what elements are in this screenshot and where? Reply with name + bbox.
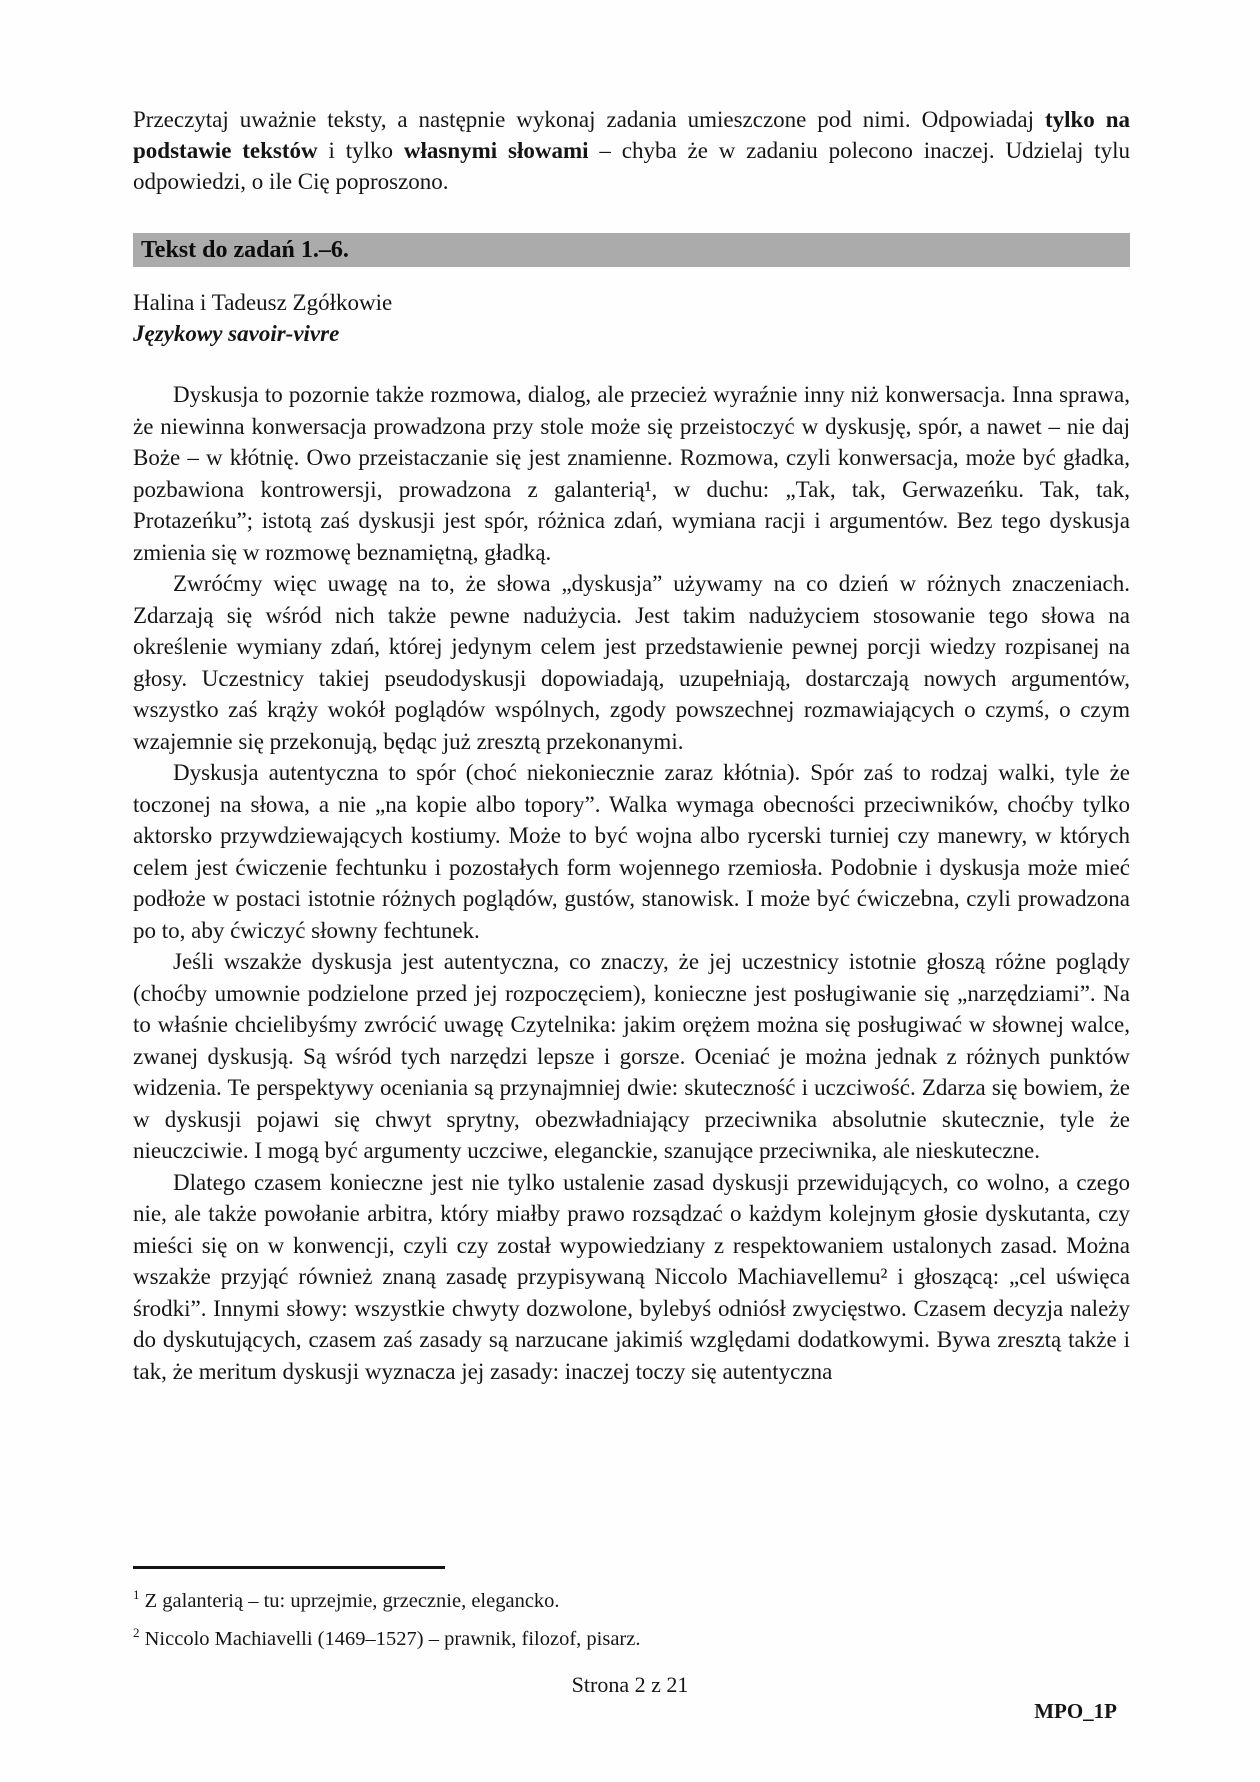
instructions-text-3: – chyba że w zadaniu polecono inaczej. Udzielaj tylu odpowiedzi, o ile Cię poproszono.	[133, 138, 1131, 194]
footnote-2-marker: 2	[133, 1624, 140, 1640]
body-paragraph-2: Zwróćmy więc uwagę na to, że słowa „dyskusja” używamy na co dzień w różnych znaczeniach. Zdarzają się wśród nich także pewne nadużycia. Jest takim nadużyciem stosowanie tego słowa na określenie wymiany zdań, której jedynym celem jest przedstawienie pewnej porcji wiedzy rozpisanej na głosy. Uczestnicy takiej pseudodyskusji dopowiadają, uzupełniają, dostarczają nowych argumentów, wszystko zaś krąży wokół poglądów wspólnych, zgody powszechnej rozmawiających o czymś, o czym wzajemnie się przekonują, będąc już zresztą przekonanymi.	[133, 571, 1130, 754]
footnote-separator	[133, 1566, 445, 1569]
instructions-text-1: Przeczytaj uważnie teksty, a następnie wykonaj zadania umieszczone pod nimi. Odpowiadaj	[133, 107, 1045, 132]
page-number: Strona 2 z 21	[571, 1672, 689, 1697]
instructions-bold-1: tylko na podstawie tekstów	[133, 107, 1130, 163]
footnote-1-marker: 1	[133, 1587, 140, 1602]
body-paragraph-3: Dyskusja autentyczna to spór (choć niekoniecznie zaraz kłótnia). Spór zaś to rodzaj walki, tyle że toczonej na słowa, a nie „na kopie albo topory”. Walka wymaga obecności przeciwników, choćby tylko aktorsko przywdziewających kostiumy. Może to być wojna albo rycerski turniej czy manewry, w których celem jest ćwiczenie fechtunku i pozostałych form wojennego rzemiosła. Podobnie i dyskusja może mieć podłoże w postaci istotnie różnych poglądów, gustów, stanowisk. I może być ćwiczebna, czyli prowadzona po to, aby ćwiczyć słowny fechtunek.	[133, 760, 1130, 943]
body-paragraph-1: Dyskusja to pozornie także rozmowa, dialog, ale przecież wyraźnie inny niż konwersacja. Inna sprawa, że niewinna konwersacja prowadzona przy stole może się przeistoczyć w dyskusję, spór, a nawet – nie daj Boże – w kłótnię. Owo przeistaczanie się jest znamienne. Rozmowa, czyli konwersacja, może być gładka, pozbawiona kontrowersji, prowadzona z galanterią¹, w duchu: „Tak, tak, Gerwazeńku. Tak, tak, Protazeńku”; istotą zaś dyskusji jest spór, różnica zdań, wymiana racji i argumentów. Bez tego dyskusja zmienia się w rozmowę beznamiętną, gładką.	[133, 382, 1130, 565]
text-title: Językowy savoir-vivre	[133, 321, 340, 346]
author-line: Halina i Tadeusz Zgółkowie	[133, 290, 393, 315]
body-text	[133, 379, 1130, 1387]
form-code: MPO_1P	[1034, 1699, 1117, 1723]
body-paragraph-5: Dlatego czasem konieczne jest nie tylko ustalenie zasad dyskusji przewidujących, co wolno, a czego nie, ale także powołanie arbitra, który miałby prawo rozsądzać o każdym kolejnym głosie dyskutanta, czy mieści się on w konwencji, czyli czy został wypowiedziany z respektowaniem ustalonych zasad. Można wszakże przyjąć również znaną zasadę przypisywaną Niccolo Machiavellemu² i głoszącą: „cel uświęca środki”. Innymi słowy: wszystkie chwyty dozwolone, bylebyś odniósł zwycięstwo. Czasem decyzja należy do dyskutujących, czasem zaś zasady są narzucane jakimiś względami dodatkowymi. Bywa zresztą także i tak, że meritum dyskusji wyznacza jej zasady: inaczej toczy się autentyczna	[133, 1169, 1130, 1384]
footnote-1-text: Z galanterią – tu: uprzejmie, grzecznie, elegancko.	[139, 1589, 560, 1612]
instructions-bold-2: własnymi słowami	[403, 138, 589, 163]
body-paragraph-4: Jeśli wszakże dyskusja jest autentyczna, co znaczy, że jej uczestnicy istotnie głoszą różne poglądy (choćby umownie podzielone przed jej rozpoczęciem), konieczne jest posługiwanie się „narzędziami”. Na to właśnie chcielibyśmy zwrócić uwagę Czytelnika: jakim orężem można się posługiwać w słownej walce, zwanej dyskusją. Są wśród tych narzędzi lepsze i gorsze. Oceniać je można jednak z różnych punktów widzenia. Te perspektywy oceniania są przynajmniej dwie: skuteczność i uczciwość. Zdarza się bowiem, że w dyskusji pojawi się chwyt sprytny, obezwładniający przeciwnika absolutnie skutecznie, tyle że nieuczciwie. I mogą być argumenty uczciwe, eleganckie, szanujące przeciwnika, ale nieskuteczne.	[133, 949, 1130, 1163]
section-banner: Tekst do zadań 1.–6.	[133, 233, 1130, 267]
footnote-1	[133, 1579, 1130, 1617]
instructions-paragraph	[133, 104, 1130, 197]
instructions-text-2: i tylko	[317, 138, 404, 163]
footnote-2-text: Niccolo Machiavelli (1469–1527) – prawnik, filozof, pisarz.	[139, 1627, 641, 1650]
footnote-2	[133, 1617, 1130, 1655]
footnotes-block	[133, 1566, 1130, 1655]
